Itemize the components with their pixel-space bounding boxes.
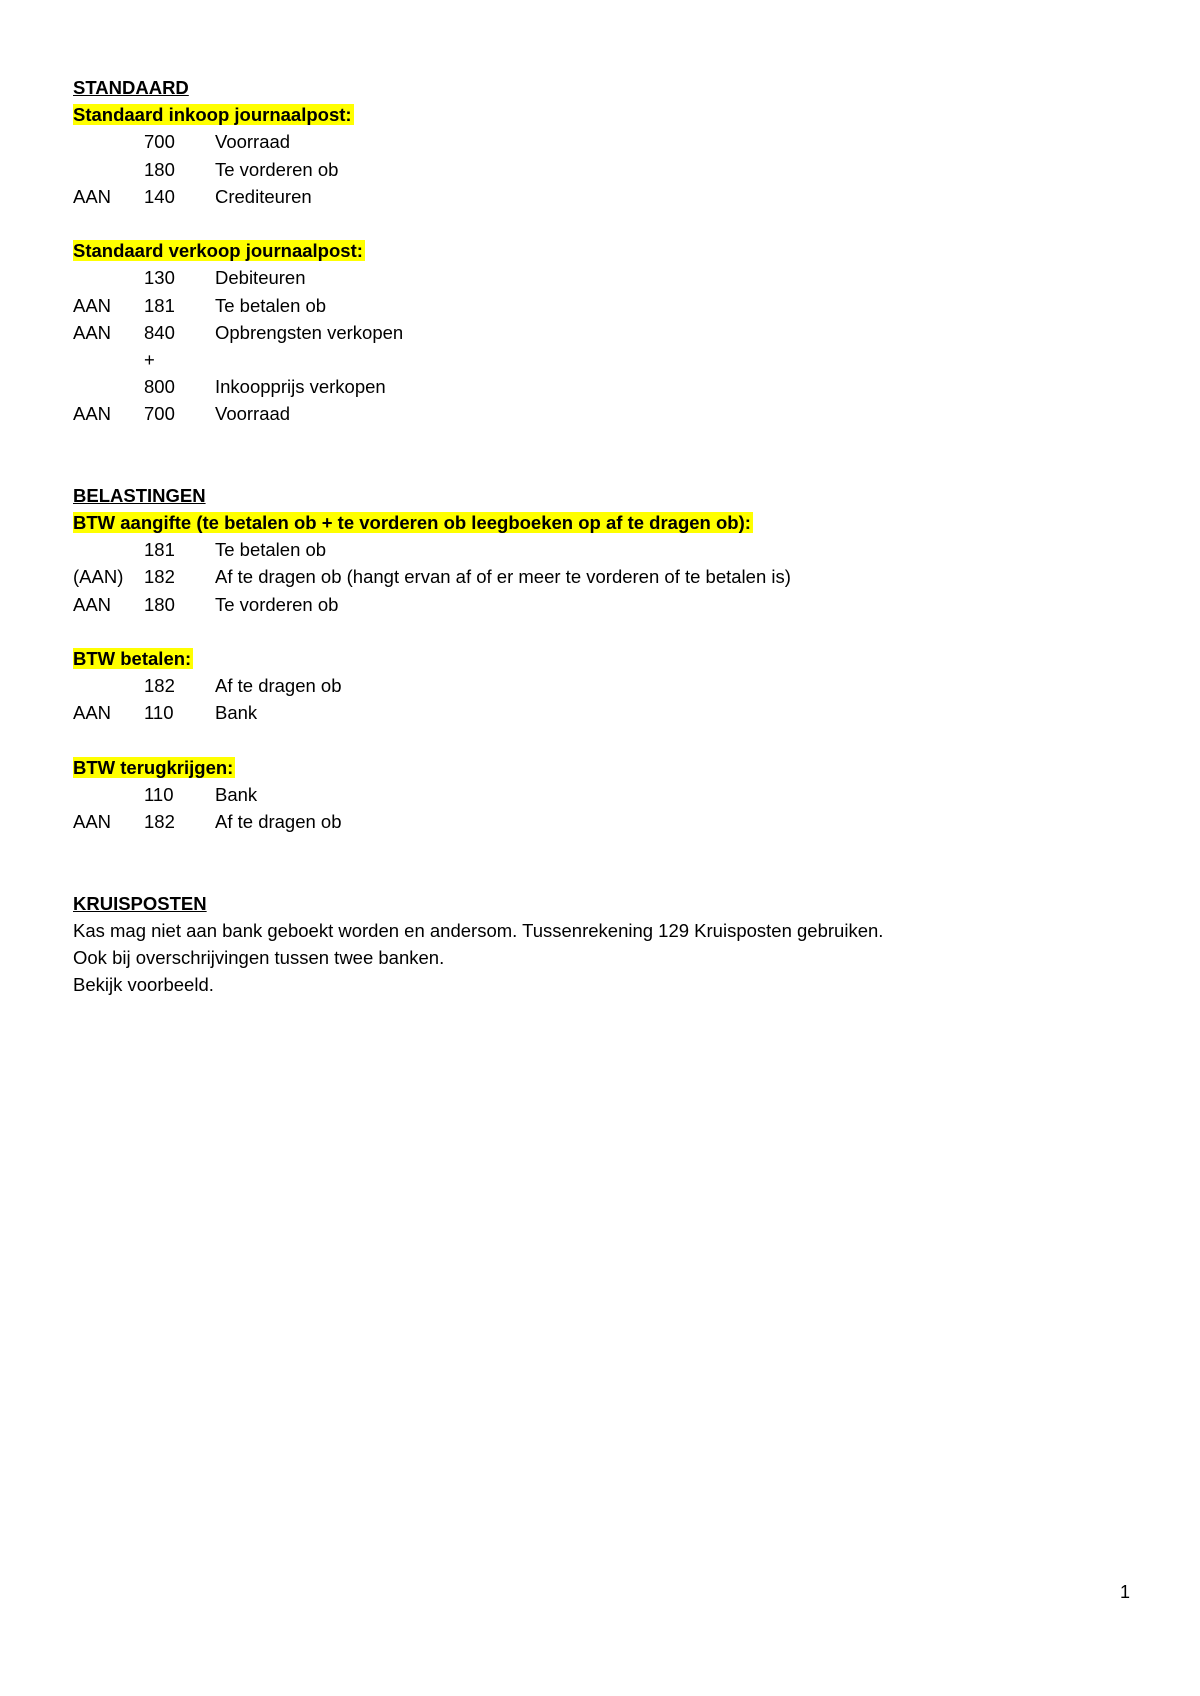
spacer <box>73 835 1133 889</box>
account-name: Voorraad <box>215 403 291 425</box>
journal-row <box>73 264 1133 291</box>
account-name: Bank <box>215 783 258 805</box>
heading-btw-terugkrijgen <box>73 754 1133 781</box>
journal-prefix: AAN <box>73 593 112 615</box>
account-code: 700 <box>144 403 175 425</box>
account-name: Te betalen ob <box>215 539 327 561</box>
account-code: 140 <box>144 185 175 207</box>
account-name: Bank <box>215 702 258 724</box>
journal-row <box>73 591 1133 618</box>
paragraph-line: Ook bij overschrijvingen tussen twee banken. <box>73 947 445 969</box>
account-code: 110 <box>144 783 174 805</box>
section-title-kruisposten: KRUISPOSTEN <box>73 892 207 914</box>
journal-prefix: AAN <box>73 185 112 207</box>
heading-btw-aangifte <box>73 509 1133 536</box>
account-name: Af te dragen ob <box>215 675 342 697</box>
account-name: Voorraad <box>215 131 291 153</box>
spacer <box>73 210 1133 237</box>
section-title-belastingen: BELASTINGEN <box>73 484 206 506</box>
heading-verkoop-text: Standaard verkoop journaalpost: <box>73 240 363 262</box>
heading-inkoop <box>73 101 1133 128</box>
journal-row <box>73 536 1133 563</box>
journal-prefix: AAN <box>73 294 112 316</box>
section-title-standaard: STANDAARD <box>73 77 189 98</box>
account-name: Te betalen ob <box>215 294 327 316</box>
document-page <box>73 74 1133 998</box>
journal-row <box>73 128 1133 155</box>
account-code: 700 <box>144 131 175 153</box>
journal-prefix: AAN <box>73 702 112 724</box>
paragraph-line: Kas mag niet aan bank geboekt worden en andersom. Tussenrekening 129 Kruisposten gebruiken. <box>73 919 884 941</box>
account-code: 181 <box>144 294 175 316</box>
plus-sign: + <box>144 348 155 370</box>
journal-prefix: (AAN) <box>73 566 124 588</box>
account-name: Te vorderen ob <box>215 593 339 615</box>
heading-inkoop-text: Standaard inkoop journaalpost: <box>73 104 352 126</box>
account-code: 181 <box>144 539 175 561</box>
spacer <box>73 427 1133 481</box>
journal-row <box>73 292 1133 319</box>
account-name: Te vorderen ob <box>215 158 339 180</box>
account-code: 840 <box>144 321 175 343</box>
account-code: 110 <box>144 702 174 724</box>
journal-prefix: AAN <box>73 811 112 833</box>
paragraph-line: Bekijk voorbeeld. <box>73 974 214 996</box>
account-code: 130 <box>144 267 175 289</box>
account-code: 180 <box>144 158 175 180</box>
journal-row <box>73 808 1133 835</box>
account-name: Af te dragen ob <box>215 811 342 833</box>
page-number: 1 <box>1120 1582 1131 1602</box>
account-code: 180 <box>144 593 175 615</box>
journal-row <box>73 400 1133 427</box>
heading-btw-betalen-text: BTW betalen: <box>73 647 192 669</box>
journal-prefix: AAN <box>73 403 112 425</box>
spacer <box>73 727 1133 754</box>
account-name: Crediteuren <box>215 185 312 207</box>
account-name: Af te dragen ob (hangt ervan af of er meer te vorderen of te betalen is) <box>215 566 791 588</box>
journal-row <box>73 563 1133 590</box>
journal-row <box>73 672 1133 699</box>
account-code: 800 <box>144 376 175 398</box>
account-code: 182 <box>144 566 175 588</box>
account-code: 182 <box>144 675 175 697</box>
journal-row <box>73 373 1133 400</box>
journal-row <box>73 319 1133 346</box>
heading-btw-aangifte-text: BTW aangifte (te betalen ob + te vorderen ob leegboeken op af te dragen ob): <box>73 512 751 534</box>
journal-row <box>73 781 1133 808</box>
journal-row <box>73 346 1133 373</box>
journal-row <box>73 699 1133 726</box>
journal-row <box>73 156 1133 183</box>
account-code: 182 <box>144 811 175 833</box>
heading-btw-terugkrijgen-text: BTW terugkrijgen: <box>73 756 234 778</box>
heading-verkoop <box>73 237 1133 264</box>
heading-btw-betalen <box>73 645 1133 672</box>
journal-row <box>73 183 1133 210</box>
spacer <box>73 618 1133 645</box>
account-name: Opbrengsten verkopen <box>215 321 404 343</box>
account-name: Debiteuren <box>215 267 306 289</box>
account-name: Inkoopprijs verkopen <box>215 376 386 398</box>
journal-prefix: AAN <box>73 321 112 343</box>
